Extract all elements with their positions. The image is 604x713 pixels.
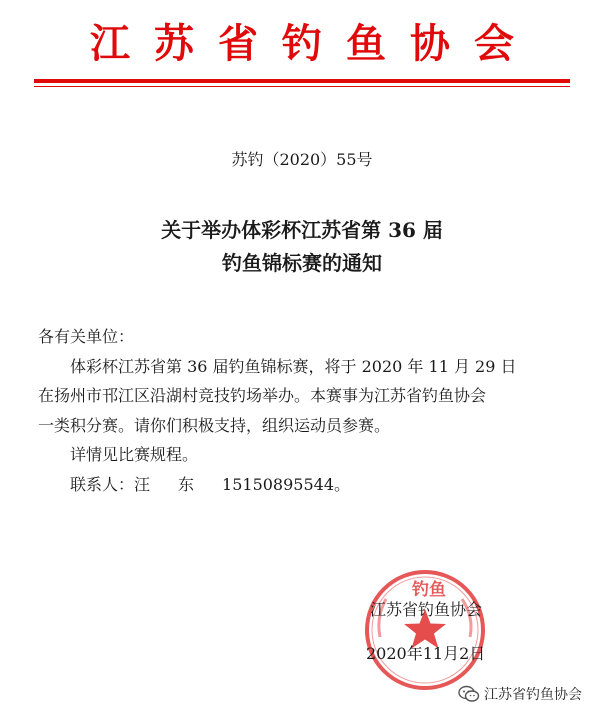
- wechat-icon: [458, 685, 480, 703]
- signature-date: 2020年11月2日: [366, 644, 486, 663]
- contact-label: 联系人：汪: [70, 474, 151, 494]
- letterhead-rule-thin: [34, 86, 570, 87]
- document-number: 苏钓（2020）55号: [231, 150, 373, 169]
- contact-name-tail: 东: [178, 474, 195, 494]
- org-letterhead-title: 江苏省钓鱼协会: [90, 21, 538, 67]
- document-title-line-2: 钓鱼锦标赛的通知: [222, 251, 382, 275]
- paragraph-1-line-1: 体彩杯江苏省第 36 届钓鱼锦标赛，将于 2020 年 11 月 29 日: [70, 356, 517, 376]
- contact-line: [38, 470, 578, 500]
- wechat-watermark: [458, 684, 582, 704]
- salutation: 各有关单位：: [38, 327, 135, 346]
- document-title: [0, 214, 604, 280]
- seal-text: 钓鱼: [412, 580, 446, 600]
- official-seal-stamp: [362, 567, 488, 693]
- paragraph-1-line-3: 一类积分赛。请你们积极支持，组织运动员参赛。: [38, 415, 391, 435]
- letterhead-rule-thick: [34, 79, 570, 83]
- watermark-text: 江苏省钓鱼协会: [484, 687, 582, 703]
- document-body: [38, 322, 578, 499]
- document-title-line-1: 关于举办体彩杯江苏省第 36 届: [161, 218, 443, 242]
- signature-organization: 江苏省钓鱼协会: [370, 600, 483, 619]
- contact-phone: 15150895544。: [222, 474, 351, 494]
- paragraph-2: 详情见比赛规程。: [70, 445, 199, 464]
- paragraph-1-line-2: 在扬州市邗江区沿湖村竞技钓场举办。本赛事为江苏省钓鱼协会: [38, 386, 487, 405]
